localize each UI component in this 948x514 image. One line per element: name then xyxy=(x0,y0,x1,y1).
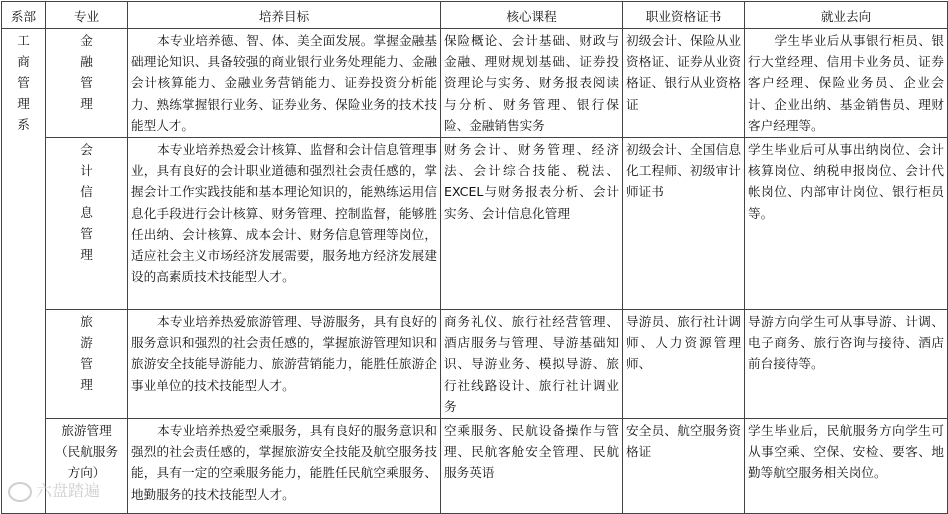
header-certs: 职业资格证书 xyxy=(623,2,745,29)
courses-cell: 保险概论、会计基础、财政与金融、理财规划基础、证券投资理论与实务、财务报表阅读与分析、财务管理、银行保险、金融销售实务 xyxy=(441,29,623,138)
goal-cell xyxy=(128,138,441,310)
table-row xyxy=(2,310,948,419)
courses-cell: 财务会计、财务管理、经济法、会计综合技能、税法、EXCEL与财务报表分析、会计实务、会计信息化管理 xyxy=(441,138,623,310)
department-cell xyxy=(2,29,46,514)
header-courses: 核心课程 xyxy=(441,2,623,29)
goal-cell xyxy=(128,310,441,419)
jobs-cell: 学生毕业后可从事出纳岗位、会计核算岗位、纳税申报岗位、会计代帐岗位、内部审计岗位、银行柜员等。 xyxy=(745,138,948,310)
certs-cell: 初级会计、全国信息化工程师、初级审计师证书 xyxy=(623,138,745,310)
jobs-cell: 学生毕业后，民航服务方向学生可从事空乘、空保、安检、要客、地勤等航空服务相关岗位。 xyxy=(745,419,948,514)
major-name: 旅游管理（民航服务方向） xyxy=(55,423,118,481)
watermark-text: 六盘踏遍 xyxy=(36,481,101,500)
major-cell xyxy=(46,138,128,310)
goal-cell xyxy=(128,29,441,138)
major-name: 会计信息管理 xyxy=(80,142,93,263)
watermark xyxy=(8,478,100,502)
header-dept: 系部 xyxy=(2,2,46,29)
table-header-row xyxy=(2,2,948,29)
jobs-cell: 导游方向学生可从事导游、计调、电子商务、旅行咨询与接待、酒店前台接待等。 xyxy=(745,310,948,419)
goal-cell xyxy=(128,419,441,514)
courses-cell: 商务礼仪、旅行社经营管理、酒店服务与管理、导游基础知识、导游业务、模拟导游、旅行社线路设计、旅行社计调业务 xyxy=(441,310,623,419)
major-name: 金融管理 xyxy=(80,33,93,111)
goal-text: 本专业培养热爱会计核算、监督和会计信息管理事业，具有良好的会计职业道德和强烈社会责任感的，掌握会计工作实践技能和基本理论知识的，能熟练运用信息化手段进行会计核算、财务管理、控制监督，能够胜任出纳、会计核算、成本会计、财务信息管理等岗位，适应社会主义市场经济发展需要，服务地方经济发展建设的高素质技术技能型人才。 xyxy=(131,142,437,285)
major-name: 旅游管理 xyxy=(80,314,93,393)
jobs-cell xyxy=(745,29,948,138)
jobs-text: 学生毕业后从事银行柜员、银行大堂经理、信用卡业务员、证券客户经理、保险业务员、企业会计、企业出纳、基金销售员、理财客户经理等。 xyxy=(748,33,944,133)
courses-cell: 空乘服务、民航设备操作与管理、民航客舱安全管理、民航服务英语 xyxy=(441,419,623,514)
curriculum-table xyxy=(1,1,948,514)
table-row xyxy=(2,138,948,310)
goal-text: 本专业培养热爱空乘服务，具有良好的服务意识和强烈的社会责任感的，掌握旅游安全技能及航空服务技能，具有一定的空乘服务能力，能胜任民航空乘服务、地勤服务的技术技能型人才。 xyxy=(131,423,437,502)
goal-text: 本专业培养热爱旅游管理、导游服务，具有良好的服务意识和强烈的社会责任感的，掌握旅游管理知识和旅游安全技能导游能力、旅游营销能力，能胜任旅游企事业单位的技术技能型人才。 xyxy=(131,314,437,393)
major-cell xyxy=(46,310,128,419)
certs-cell: 初级会计、保险从业资格证、证券从业资格证、银行从业资格证 xyxy=(623,29,745,138)
major-cell xyxy=(46,29,128,138)
header-major: 专业 xyxy=(46,2,128,29)
header-jobs: 就业去向 xyxy=(745,2,948,29)
header-goal: 培养目标 xyxy=(128,2,441,29)
certs-cell: 安全员、航空服务资格证 xyxy=(623,419,745,514)
table-row xyxy=(2,419,948,514)
goal-text: 本专业培养德、智、体、美全面发展。掌握金融基础理论知识、具备较强的商业银行业务处理能力、金融会计核算能力、金融业务营销能力、证券投资分析能力、熟练掌握银行业务、证券业务、保险业务的技术技能型人才。 xyxy=(131,33,437,133)
watermark-logo-icon xyxy=(8,482,32,502)
table-row xyxy=(2,29,948,138)
certs-cell: 导游员、旅行社计调师、人力资源管理师、 xyxy=(623,310,745,419)
department-name: 工商管理系 xyxy=(17,33,30,132)
